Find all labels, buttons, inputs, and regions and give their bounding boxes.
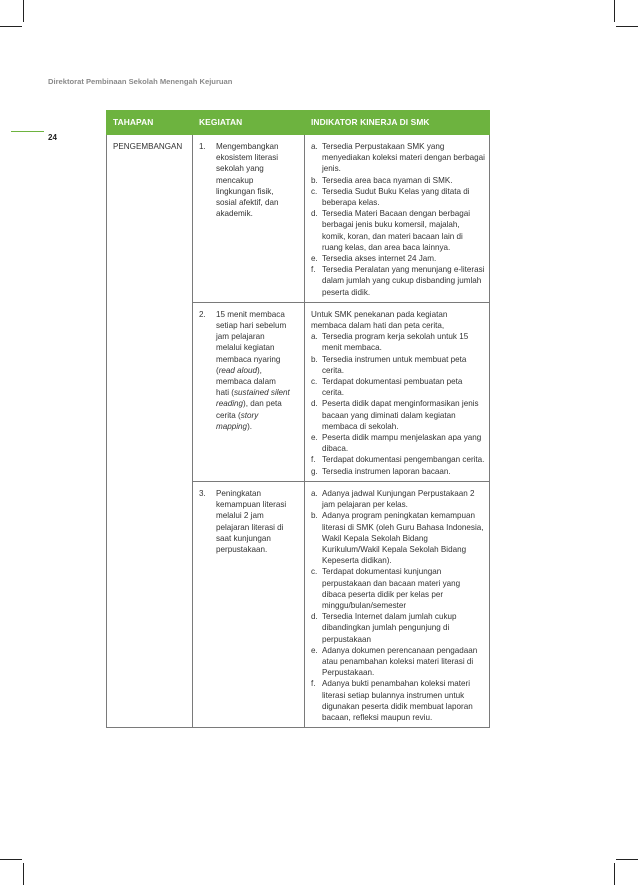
item-text: Tersedia Peralatan yang menunjang e-literasi dalam jumlah yang cukup disbanding jumlah peserta didik. <box>322 265 485 297</box>
item-marker: g. <box>311 466 318 476</box>
indicator-cell <box>305 135 490 303</box>
crop-mark <box>23 0 24 22</box>
list-item <box>311 488 485 510</box>
indicator-cell <box>305 481 490 727</box>
crop-mark <box>616 859 638 860</box>
list-item <box>311 611 485 645</box>
indicator-cell <box>305 302 490 481</box>
item-marker: f. <box>311 455 316 465</box>
indicator-list <box>311 488 485 723</box>
kegiatan-cell <box>193 135 305 303</box>
activity-text: Peningkatan kemampuan literasi melalui 2 jam pelajaran literasi di saat kunjungan perpustakaan. <box>216 488 287 554</box>
item-text: Tersedia Materi Bacaan dengan berbagai berbagai jenis buku komersil, majalah, komik, koran, dan materi bacaan lain di ruang kelas, dan area baca lainnya. <box>322 209 471 252</box>
item-marker: e. <box>311 433 318 443</box>
item-marker: c. <box>311 186 318 196</box>
item-text: Adanya jadwal Kunjungan Perpustakaan 2 jam pelajaran per kelas. <box>322 488 475 510</box>
crop-mark <box>614 863 615 885</box>
item-text: Tersedia instrumen laporan bacaan. <box>322 466 451 476</box>
item-marker: b. <box>311 354 318 364</box>
crop-mark <box>616 26 638 27</box>
item-text: Terdapat dokumentasi kunjungan perpustakaan dan bacaan materi yang dibaca peserta didik per kelas per minggu/bulan/semester <box>322 567 461 610</box>
table-header-row <box>107 111 490 135</box>
page-number-rule <box>11 131 44 132</box>
indicator-list <box>311 141 485 298</box>
item-text: Peserta didik mampu menjelaskan apa yang dibaca. <box>322 433 482 454</box>
item-text: Peserta didik dapat menginformasikan jenis bacaan yang diminati dalam kegiatan membaca di sekolah. <box>322 399 479 431</box>
list-item <box>311 466 485 477</box>
table-row <box>107 135 490 303</box>
list-item <box>311 398 485 432</box>
stage-label: PENGEMBANGAN <box>113 142 183 151</box>
item-text: Tersedia akses internet 24 Jam. <box>322 254 437 264</box>
activity-text: Mengembangkan ekosistem literasi sekolah yang mencakup lingkungan fisik, sosial afektif, dan akademik. <box>216 142 279 219</box>
kegiatan-cell <box>193 302 305 481</box>
list-item <box>311 678 485 723</box>
item-text: Tersedia instrumen untuk membuat peta cerita. <box>322 354 467 375</box>
crop-mark <box>23 863 24 885</box>
crop-mark <box>614 0 615 22</box>
item-text: Tersedia area baca nyaman di SMK. <box>322 175 453 185</box>
crop-mark <box>0 859 22 860</box>
stage-cell <box>107 135 193 728</box>
item-text: Terdapat dokumentasi pengembangan cerita. <box>322 455 485 465</box>
activity-number: 2. <box>199 309 206 319</box>
item-marker: e. <box>311 254 318 264</box>
list-item <box>311 566 485 611</box>
running-header: Direktorat Pembinaan Sekolah Menengah Kejuruan <box>48 77 233 86</box>
activity-text <box>216 309 290 432</box>
column-header-tahapan: TAHAPAN <box>107 111 193 135</box>
item-text: Adanya program peningkatan kemampuan literasi di SMK (oleh Guru Bahasa Indonesia, Wakil Kepala Sekolah Bidang Kurikulum/Wakil Kepala Sekolah Bidang Kepeserta didikan). <box>322 511 484 566</box>
list-item <box>311 208 485 253</box>
list-item <box>311 510 485 566</box>
list-item <box>311 645 485 679</box>
activity-text-part: ), membaca dalam hati ( <box>216 365 276 398</box>
list-item <box>311 175 485 186</box>
activity-text-part: ). <box>247 421 253 431</box>
item-marker: b. <box>311 175 318 185</box>
item-text: Adanya bukti penambahan koleksi materi literasi setiap bulannya instrumen untuk digunakan peserta didik membuat laporan bacaan, refleksi maupun reviu. <box>322 679 473 722</box>
activity-term-italic: sustained silent reading <box>216 388 290 409</box>
item-text: Adanya dokumen perencanaan pengadaan atau penambahan koleksi materi literasi di Perpustakaan. <box>322 645 478 678</box>
list-item <box>311 376 485 398</box>
item-marker: f. <box>311 679 316 689</box>
item-marker: a. <box>311 488 318 498</box>
page-number: 24 <box>48 133 57 142</box>
item-marker: e. <box>311 645 318 655</box>
item-marker: f. <box>311 265 316 275</box>
item-text: Tersedia program kerja sekolah untuk 15 menit membaca. <box>322 332 469 353</box>
list-item <box>311 253 485 264</box>
activity-table <box>106 110 490 728</box>
item-text: Tersedia Sudut Buku Kelas yang ditata di beberapa kelas. <box>322 186 470 208</box>
list-item <box>311 454 485 465</box>
item-marker: d. <box>311 209 318 219</box>
kegiatan-cell <box>193 481 305 727</box>
item-marker: b. <box>311 511 318 521</box>
list-item <box>311 141 485 175</box>
activity-term-italic: story mapping <box>216 410 259 431</box>
item-marker: c. <box>311 377 318 387</box>
list-item <box>311 331 485 353</box>
crop-mark <box>0 26 22 27</box>
activity-number: 3. <box>199 488 206 498</box>
item-marker: d. <box>311 399 318 409</box>
activity-term-italic: read aloud <box>218 365 257 375</box>
activity-number: 1. <box>199 142 206 151</box>
list-item <box>311 186 485 208</box>
item-marker: c. <box>311 567 318 577</box>
indicator-intro: Untuk SMK penekanan pada kegiatan membaca dalam hati dan peta cerita, <box>311 309 448 331</box>
indicator-list <box>311 309 485 477</box>
list-item <box>311 354 485 376</box>
item-marker: d. <box>311 612 318 622</box>
item-marker: a. <box>311 142 318 151</box>
item-text: Tersedia Internet dalam jumlah cukup dibandingkan jumlah pengunjung di perpustakaan <box>322 612 457 644</box>
item-text: Terdapat dokumentasi pembuatan peta cerita. <box>322 377 463 398</box>
item-marker: a. <box>311 332 318 342</box>
item-text: Tersedia Perpustakaan SMK yang menyediakan koleksi materi dengan berbagai jenis. <box>322 142 485 174</box>
activity-text-part: ), dan peta cerita ( <box>216 399 282 420</box>
column-header-indikator: INDIKATOR KINERJA DI SMK <box>305 111 490 135</box>
list-item <box>311 309 485 331</box>
column-header-kegiatan: KEGIATAN <box>193 111 305 135</box>
activity-text-part: 15 menit membaca setiap hari sebelum jam pelajaran melalui kegiatan membaca nyaring ( <box>216 309 287 375</box>
list-item <box>311 264 485 298</box>
list-item <box>311 432 485 454</box>
